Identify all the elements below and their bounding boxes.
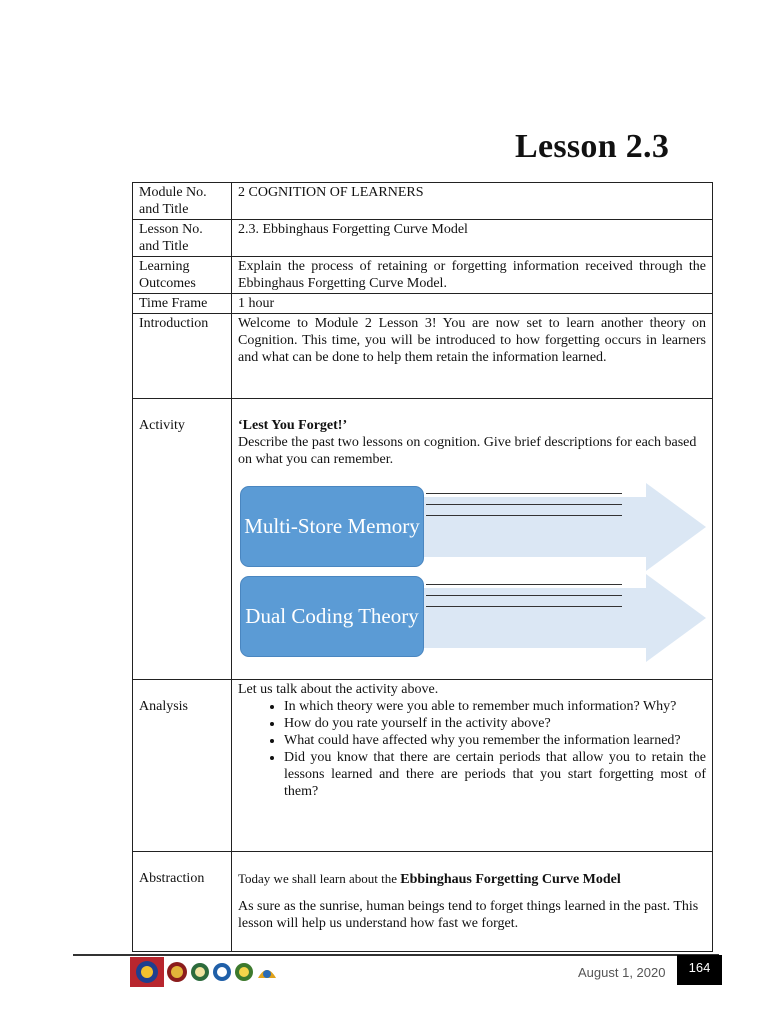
partner-logo bbox=[256, 962, 278, 982]
lesson-title: Lesson 2.3 bbox=[515, 128, 670, 165]
introduction-label: Introduction bbox=[133, 314, 232, 399]
table-row bbox=[133, 852, 713, 952]
seal-logo bbox=[130, 957, 164, 987]
analysis-label: Analysis bbox=[133, 680, 232, 852]
analysis-intro: Let us talk about the activity above. bbox=[238, 682, 439, 697]
time-label: Time Frame bbox=[133, 294, 232, 314]
multi-store-memory-box: Multi-Store Memory bbox=[240, 486, 424, 567]
lesson-label: Lesson No. and Title bbox=[133, 220, 232, 257]
abstraction-text: As sure as the sunrise, human beings tend to forget things learned in the past. This lesson will help us understand how fast we forget. bbox=[238, 899, 699, 931]
footer-rule bbox=[73, 954, 719, 956]
time-value: 1 hour bbox=[232, 294, 713, 314]
activity-heading: ‘Lest You Forget!’ bbox=[238, 418, 348, 433]
abstraction-label: Abstraction bbox=[133, 852, 232, 952]
table-row bbox=[133, 314, 713, 399]
introduction-value: Welcome to Module 2 Lesson 3! You are now set to learn another theory on Cognition. This time, you will be introduced to how forgetting occurs in learners and what can be done to help them retain the information learned. bbox=[232, 314, 713, 399]
dept-logo bbox=[234, 962, 254, 982]
outcomes-value: Explain the process of retaining or forgetting information received through the Ebbinghaus Forgetting Curve Model. bbox=[232, 257, 713, 294]
table-row bbox=[133, 294, 713, 314]
answer-lines[interactable] bbox=[426, 483, 622, 516]
agency-logo bbox=[212, 962, 232, 982]
logos bbox=[130, 957, 278, 987]
module-label: Module No. and Title bbox=[133, 183, 232, 220]
table-row bbox=[133, 257, 713, 294]
school-logo bbox=[166, 961, 188, 983]
activity-label: Activity bbox=[133, 399, 232, 680]
lesson-table bbox=[132, 182, 713, 952]
lesson-value: 2.3. Ebbinghaus Forgetting Curve Model bbox=[232, 220, 713, 257]
abstraction-lead-bold: Ebbinghaus Forgetting Curve Model bbox=[400, 872, 621, 887]
table-row bbox=[133, 399, 713, 680]
module-value: 2 COGNITION OF LEARNERS bbox=[232, 183, 713, 220]
outcomes-label: Learning Outcomes bbox=[133, 257, 232, 294]
list-item: • How do you rate yourself in the activity above? bbox=[284, 715, 706, 732]
answer-lines[interactable] bbox=[426, 574, 622, 607]
table-row bbox=[133, 680, 713, 852]
analysis-questions bbox=[238, 698, 706, 800]
page-number: 164 bbox=[677, 955, 722, 985]
list-item: • What could have affected why you remember the information learned? bbox=[284, 732, 706, 749]
org-logo bbox=[190, 962, 210, 982]
abstraction-lead bbox=[238, 870, 706, 888]
table-row bbox=[133, 183, 713, 220]
table-row bbox=[133, 220, 713, 257]
activity-instructions: Describe the past two lessons on cognition. Give brief descriptions for each based on what you can remember. bbox=[238, 435, 697, 467]
list-item: • In which theory were you able to remember much information? Why? bbox=[284, 698, 706, 715]
dual-coding-theory-box: Dual Coding Theory bbox=[240, 576, 424, 657]
abstraction-lead-text: Today we shall learn about the bbox=[238, 871, 401, 886]
footer-date: August 1, 2020 bbox=[578, 965, 666, 980]
activity-diagram bbox=[238, 478, 706, 678]
list-item: • Did you know that there are certain periods that allow you to retain the lessons learned and there are periods that you start forgetting most of them? bbox=[284, 749, 706, 800]
